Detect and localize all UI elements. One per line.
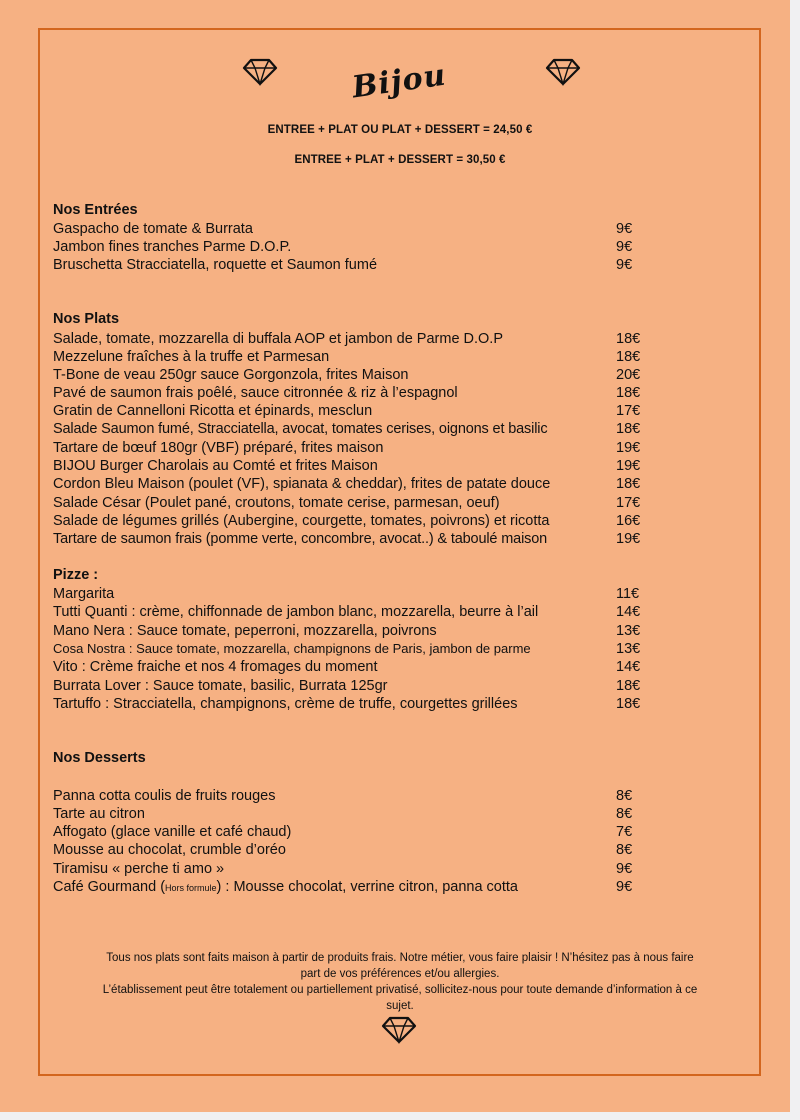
footer-line-3: L’établissement peut être totalement ou partiellement privatisé, sollicitez-nous pour toute demande d’information à ce — [102, 984, 698, 996]
menu-item — [53, 860, 643, 878]
item-name: Mano Nera : Sauce tomate, peperroni, mozzarella, poivrons — [53, 623, 437, 639]
item-price: 17€ — [616, 495, 641, 511]
footer-note — [55, 950, 745, 1014]
item-price: 13€ — [616, 623, 641, 639]
item-price: 18€ — [616, 385, 641, 401]
item-name: Tartare de bœuf 180gr (VBF) préparé, frites maison — [53, 440, 384, 456]
item-name-part: ) : Mousse chocolat, verrine citron, panna cotta — [216, 879, 518, 895]
item-price: 8€ — [616, 806, 633, 822]
item-name: Jambon fines tranches Parme D.O.P. — [53, 239, 292, 255]
menu-item — [53, 658, 643, 676]
item-price: 14€ — [616, 604, 641, 620]
item-name: Tartare de saumon frais (pomme verte, concombre, avocat..) & taboulé maison — [53, 531, 548, 547]
item-price: 7€ — [616, 824, 633, 840]
item-price: 18€ — [616, 331, 641, 347]
item-price: 9€ — [616, 861, 633, 877]
section-title-pizze: Pizze : — [53, 567, 99, 583]
item-name: Mezzelune fraîches à la truffe et Parmesan — [53, 349, 330, 365]
menu-item — [53, 841, 643, 859]
menu-item — [53, 220, 643, 238]
item-price: 11€ — [616, 586, 640, 602]
menu-item — [53, 457, 643, 475]
item-name: Tartuffo : Stracciatella, champignons, crème de truffe, courgettes grillées — [53, 696, 518, 712]
menu-item — [53, 494, 643, 512]
menu-item — [53, 238, 643, 256]
item-price: 19€ — [616, 531, 641, 547]
item-price: 13€ — [616, 641, 641, 657]
menu-item — [53, 823, 643, 841]
menu-item — [53, 695, 643, 713]
menu-item — [53, 677, 643, 695]
item-name: Salade Saumon fumé, Stracciatella, avocat, tomates cerises, oignons et basilic — [53, 421, 548, 437]
item-price: 9€ — [616, 879, 633, 895]
item-price: 8€ — [616, 842, 633, 858]
menu-item — [53, 366, 643, 384]
item-name: Panna cotta coulis de fruits rouges — [53, 788, 276, 804]
menu-item — [53, 348, 643, 366]
item-name — [53, 878, 518, 897]
item-name: Cordon Bleu Maison (poulet (VF), spianata & cheddar), frites de patate douce — [53, 476, 551, 492]
item-name: Salade, tomate, mozzarella di buffala AOP et jambon de Parme D.O.P — [53, 331, 504, 347]
item-name-part: Café Gourmand ( — [53, 879, 166, 895]
item-price: 18€ — [616, 678, 641, 694]
item-name: Cosa Nostra : Sauce tomate, mozzarella, champignons de Paris, jambon de parme — [53, 641, 531, 656]
item-name: Salade César (Poulet pané, croutons, tomate cerise, parmesan, oeuf) — [53, 495, 500, 511]
footer-line-2: part de vos préférences et/ou allergies. — [300, 968, 500, 980]
item-name: BIJOU Burger Charolais au Comté et frites Maison — [53, 458, 378, 474]
formula-line-1: ENTREE + PLAT OU PLAT + DESSERT = 24,50 € — [267, 124, 533, 136]
footer-line-1: Tous nos plats sont faits maison à partir de produits frais. Notre métier, vous faire plaisir ! N’hésitez pas à nous faire — [106, 952, 694, 964]
item-name: Affogato (glace vanille et café chaud) — [53, 824, 292, 840]
item-price: 18€ — [616, 421, 641, 437]
section-title-desserts: Nos Desserts — [53, 750, 146, 766]
menu-item — [53, 530, 643, 548]
diamond-icon-left — [242, 58, 278, 86]
menu-item — [53, 512, 643, 530]
menu-item — [53, 384, 643, 402]
item-name: Tarte au citron — [53, 806, 145, 822]
item-name: Margarita — [53, 586, 115, 602]
item-name: Gratin de Cannelloni Ricotta et épinards, mesclun — [53, 403, 373, 419]
item-price: 9€ — [616, 257, 633, 273]
menu-item — [53, 640, 643, 658]
section-title-plats: Nos Plats — [53, 311, 120, 327]
menu-item — [53, 878, 643, 896]
diamond-icon-bottom — [381, 1016, 417, 1044]
item-name: Gaspacho de tomate & Burrata — [53, 221, 253, 237]
item-name: Burrata Lover : Sauce tomate, basilic, Burrata 125gr — [53, 678, 388, 694]
item-price: 8€ — [616, 788, 633, 804]
item-price: 18€ — [616, 349, 641, 365]
item-name: T-Bone de veau 250gr sauce Gorgonzola, frites Maison — [53, 367, 409, 383]
item-price: 19€ — [616, 458, 641, 474]
item-price: 17€ — [616, 403, 641, 419]
section-title-entrees: Nos Entrées — [53, 202, 138, 218]
item-name: Tutti Quanti : crème, chiffonnade de jambon blanc, mozzarella, beurre à l’ail — [53, 604, 539, 620]
menu-item — [53, 439, 643, 457]
item-price: 19€ — [616, 440, 641, 456]
menu-item — [53, 475, 643, 493]
item-price: 18€ — [616, 476, 641, 492]
formula-line-2: ENTREE + PLAT + DESSERT = 30,50 € — [294, 154, 506, 166]
menu-item — [53, 256, 643, 274]
item-name: Tiramisu « perche ti amo » — [53, 861, 225, 877]
item-name: Bruschetta Stracciatella, roquette et Saumon fumé — [53, 257, 378, 273]
item-price: 9€ — [616, 239, 633, 255]
restaurant-logo — [350, 57, 450, 110]
menu-border-frame — [38, 28, 761, 1076]
menu-item — [53, 402, 643, 420]
item-name: Vito : Crème fraiche et nos 4 fromages du moment — [53, 659, 378, 675]
footer-line-4: sujet. — [386, 1000, 414, 1012]
menu-item — [53, 805, 643, 823]
item-price: 18€ — [616, 696, 641, 712]
item-name: Mousse au chocolat, crumble d’oréo — [53, 842, 286, 858]
item-price: 20€ — [616, 367, 641, 383]
item-name: Salade de légumes grillés (Aubergine, courgette, tomates, poivrons) et ricotta — [53, 513, 550, 529]
hors-formule-note: Hors formule — [165, 883, 217, 893]
item-price: 16€ — [616, 513, 641, 529]
menu-item — [53, 603, 643, 621]
item-price: 9€ — [616, 221, 633, 237]
item-name: Pavé de saumon frais poêlé, sauce citronnée & riz à l’espagnol — [53, 385, 458, 401]
item-price: 14€ — [616, 659, 641, 675]
menu-item — [53, 585, 643, 603]
logo-text: Bijou — [350, 57, 449, 106]
menu-item — [53, 330, 643, 348]
menu-item — [53, 622, 643, 640]
menu-item — [53, 787, 643, 805]
diamond-icon-right — [545, 58, 581, 86]
menu-item — [53, 420, 643, 438]
